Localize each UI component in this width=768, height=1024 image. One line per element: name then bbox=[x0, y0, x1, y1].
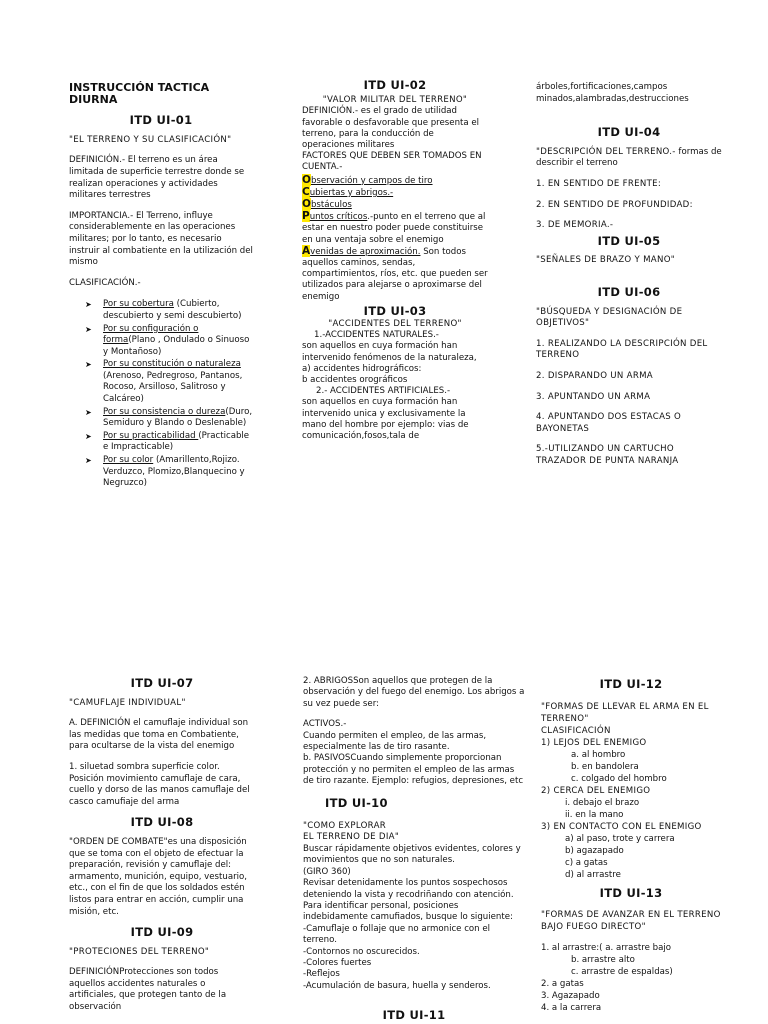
paragraph: Cuando permiten el empleo, de las armas, especialmente las de tiro rasante. bbox=[303, 730, 487, 753]
list-line: 3. Agazapado bbox=[541, 991, 600, 1001]
subtitle: "DESCRIPCIÓN DEL TERRENO.- bbox=[536, 146, 676, 157]
list-subline: a) al paso, trote y carrera bbox=[565, 834, 675, 844]
paragraph: 1.-ACCIDENTES NATURALES.- bbox=[314, 330, 439, 341]
subtitle: "CAMUFLAJE INDIVIDUAL" bbox=[69, 697, 186, 708]
list-line: 5.-UTILIZANDO UN CARTUCHO TRAZADOR DE PUNTA NARANJA bbox=[536, 444, 679, 466]
paragraph: Buscar rápidamente objetivos evidentes, colores y movimientos que no son naturales. bbox=[303, 843, 521, 866]
paragraph: Revisar detenidamente los puntos sospechosos deteniendo la vista y recodriñando con atención. bbox=[303, 878, 514, 900]
heading-itd-ui-11: ITD UI-11 bbox=[382, 1008, 446, 1023]
list-item-text: (Cubierto, descubierto y semi descubierto) bbox=[103, 299, 242, 321]
list-item-label: Por su color bbox=[103, 455, 154, 466]
heading-itd-ui-09: ITD UI-09 bbox=[130, 925, 194, 940]
list-subline: b. arrastre alto bbox=[571, 955, 635, 965]
list-subline: b) agazapado bbox=[565, 846, 624, 856]
list-item bbox=[85, 299, 253, 322]
factor-desc: .-punto en el terreno que al estar en nuestro poder puede constituirse en una ventaja sobre el enemigo bbox=[302, 212, 486, 245]
classification-list bbox=[69, 299, 253, 490]
highlight-letter: A bbox=[302, 244, 311, 257]
highlight-letter: P bbox=[302, 210, 310, 223]
paragraph: FACTORES QUE DEBEN SER TOMADOS EN CUENTA.- bbox=[302, 151, 482, 173]
heading-itd-ui-10: ITD UI-10 bbox=[325, 795, 388, 810]
paragraph: b. PASIVOSCuando simplemente proporcionan protección y no permiten el empleo de las armas de tiro razante. Ejemplo: refugios, depresiones, etc bbox=[303, 753, 524, 787]
factor-text: ubiertas y abrigos.- bbox=[309, 187, 394, 198]
paragraph: -Colores fuertes bbox=[303, 957, 372, 968]
paragraph: CLASIFICACIÓN.- bbox=[69, 277, 141, 288]
subtitle: "PROTECIONES DEL TERRENO" bbox=[69, 946, 210, 957]
list-item-label: Por su configuración o forma bbox=[103, 323, 199, 346]
paragraph: árboles,fortificaciones,campos minados,alambradas,destrucciones bbox=[536, 82, 689, 104]
list-line: 4. APUNTANDO DOS ESTACAS O BAYONETAS bbox=[536, 412, 682, 434]
subtitle: "VALOR MILITAR DEL TERRENO" bbox=[322, 95, 468, 106]
list-subline: b. en bandolera bbox=[571, 762, 639, 772]
list-subline: c) a gatas bbox=[565, 858, 608, 868]
heading-itd-ui-13: ITD UI-13 bbox=[599, 886, 663, 900]
paragraph: son aquellos en cuya formación han intervenido fenómenos de la naturaleza, bbox=[302, 341, 477, 363]
paragraph: -Camuflaje o follaje que no armonice con el terreno. bbox=[303, 923, 491, 946]
factor-text: untos críticos bbox=[309, 212, 368, 223]
column-3 bbox=[541, 678, 721, 1014]
list-item-label: Por su consistencia o dureza bbox=[103, 406, 226, 417]
highlight-letter: O bbox=[302, 173, 311, 186]
subtitle: "COMO EXPLORAR bbox=[303, 821, 387, 832]
paragraph: "ORDEN DE COMBATE"es una disposición que se toma con el objeto de efectuar la preparación, revisión y camuflaje del: armamento, munición, equipo, vestuario, etc., con el fin de que los soldados estén listos para entrar en acción, cumplir una misión, etc. bbox=[69, 836, 248, 917]
paragraph: ACTIVOS.- bbox=[303, 719, 347, 730]
paragraph: b accidentes orográficos bbox=[302, 375, 408, 386]
paragraph: DEFINICIÓN.- es el grado de utilidad favorable o desfavorable que presenta el terreno, para la conducción de operaciones militares bbox=[302, 106, 480, 151]
list-subline: ii. en la mano bbox=[565, 810, 624, 820]
paragraph: DEFINICIÓNProtecciones son todos aquellos accidentes naturales o artificiales, que protegen tanto de la observación bbox=[69, 967, 227, 1013]
list-line: CLASIFICACIÓN bbox=[541, 726, 611, 736]
factor-desc: Son todos aquellos caminos, sendas, compartimientos, ríos, etc. que pueden ser utilizados para alejarse o aproximarse del enemigo bbox=[302, 246, 488, 302]
heading-itd-ui-06: ITD UI-06 bbox=[597, 284, 661, 299]
list-line: 2. a gatas bbox=[541, 979, 584, 989]
list-item-label: Por su cobertura bbox=[103, 299, 174, 310]
factor-a bbox=[302, 246, 488, 303]
factor-text: bstáculos bbox=[310, 200, 352, 211]
column-1 bbox=[69, 678, 255, 1023]
list-line: 2) CERCA DEL ENEMIGO bbox=[541, 786, 651, 796]
column-2 bbox=[303, 676, 525, 1024]
list-item-label: Por su constitución o naturaleza bbox=[103, 359, 241, 370]
list-subline: i. debajo el brazo bbox=[565, 798, 640, 808]
list-item bbox=[85, 359, 253, 405]
column-1 bbox=[69, 82, 253, 491]
column-2 bbox=[302, 80, 488, 442]
subtitle: "ACCIDENTES DEL TERRENO" bbox=[328, 319, 462, 330]
list-line: 2. DISPARANDO UN ARMA bbox=[536, 370, 653, 381]
list-line: 4. a la carrera bbox=[541, 1003, 602, 1013]
subtitle: "FORMAS DE LLEVAR EL ARMA EN EL TERRENO" bbox=[541, 702, 709, 724]
list-item-text: (Duro, Semiduro y Blando o Deslenable) bbox=[103, 406, 253, 429]
heading-itd-ui-01: ITD UI-01 bbox=[129, 113, 193, 128]
paragraph: (GIRO 360) bbox=[303, 866, 351, 877]
paragraph: -Reflejos bbox=[303, 969, 340, 980]
list-item-text: (Practicable e Impracticable) bbox=[103, 430, 250, 453]
heading-itd-ui-07: ITD UI-07 bbox=[130, 676, 194, 690]
list-item-label: Por su practicabilidad bbox=[103, 430, 199, 441]
list-line: 3. APUNTANDO UN ARMA bbox=[536, 391, 651, 402]
paragraph: A. DEFINICIÓN el camuflaje individual son las medidas que toma en Combatiente, para ocultarse de la vista del enemigo bbox=[69, 718, 249, 752]
list-item-text: (Amarillento,Rojizo. Verduzco, Plomizo,Blanquecino y Negruzco) bbox=[103, 455, 245, 489]
list-line: 1. EN SENTIDO DE FRENTE: bbox=[536, 178, 662, 189]
list-line: 3) EN CONTACTO CON EL ENEMIGO bbox=[541, 822, 702, 832]
factor-c bbox=[302, 187, 488, 199]
list-subline: c. arrastre de espaldas) bbox=[571, 967, 673, 977]
heading-itd-ui-08: ITD UI-08 bbox=[130, 815, 194, 830]
paragraph: son aquellos en cuya formación han intervenido unica y exclusivamente la mano del hombre por ejemplo: vias de comunicación,fosos,tala de bbox=[302, 397, 469, 442]
page-2 bbox=[0, 512, 768, 1024]
paragraph: 2.- ACCIDENTES ARTIFICIALES.- bbox=[316, 386, 451, 397]
highlight-letter: O bbox=[302, 198, 311, 211]
subtitle: "FORMAS DE AVANZAR EN EL TERRENO BAJO FUEGO DIRECTO" bbox=[541, 910, 721, 932]
factor-p bbox=[302, 211, 488, 246]
factor-o bbox=[302, 175, 488, 187]
list-item-text: (Arenoso, Pedregroso, Pantanos, Rocoso, Arsilloso, Salitroso y Calcáreo) bbox=[103, 370, 243, 405]
list-line: 1) LEJOS DEL ENEMIGO bbox=[541, 738, 647, 748]
list-item bbox=[85, 324, 253, 359]
paragraph: -Contornos no oscurecidos. bbox=[303, 946, 420, 957]
list-item bbox=[85, 407, 253, 430]
heading-itd-ui-03: ITD UI-03 bbox=[363, 303, 427, 318]
subtitle: "SEÑALES DE BRAZO Y MANO" bbox=[536, 255, 676, 266]
list-line: 2. EN SENTIDO DE PROFUNDIDAD: bbox=[536, 199, 693, 210]
paragraph: 1. siluetad sombra superficie color. Posición movimiento camuflaje de cara, cuello y dorso de las manos camuflaje del casco camufiaje del arma bbox=[69, 761, 250, 807]
paragraph: 2. ABRIGOSSon aquellos que protegen de la observación y del fuego del enemigo. Los abrigos a su vez puede ser: bbox=[303, 676, 525, 709]
list-item bbox=[85, 431, 253, 454]
subtitle: "EL TERRENO Y SU CLASIFICACIÓN" bbox=[69, 134, 232, 145]
highlight-letter: C bbox=[302, 185, 310, 198]
list-item-text: (Plano , Ondulado o Sinuoso y Montañoso) bbox=[103, 335, 250, 357]
column-3 bbox=[536, 82, 722, 476]
paragraph: IMPORTANCIA.- El Terreno, influye considerablemente en las operaciones militares; por lo tanto, es necesario instruir al combatiente en la utilización del mismo bbox=[69, 210, 253, 268]
heading-itd-ui-05: ITD UI-05 bbox=[597, 233, 661, 248]
heading-itd-ui-12: ITD UI-12 bbox=[599, 677, 663, 691]
factor-text: venidas de aproximación. bbox=[310, 246, 421, 257]
paragraph: a) accidentes hidrográficos: bbox=[302, 363, 422, 374]
list-line: 1. REALIZANDO LA DESCRIPCIÓN DEL TERRENO bbox=[536, 338, 708, 361]
paragraph bbox=[536, 147, 722, 170]
list-subline: a. al hombro bbox=[571, 750, 626, 760]
document-title: INSTRUCCIÓN TACTICA DIURNA bbox=[69, 81, 210, 106]
factor-o2 bbox=[302, 199, 488, 211]
list-line: 1. al arrastre:( a. arrastre bajo bbox=[541, 943, 671, 953]
paragraph: Para identificar personal, posiciones indebidamente camufiados, busque lo siguiente: bbox=[303, 900, 513, 923]
paragraph: DEFINICIÓN.- El terreno es un área limitada de superficie terrestre donde se realizan operaciones y actividades militares terrestres bbox=[69, 155, 245, 201]
heading-itd-ui-02: ITD UI-02 bbox=[363, 78, 427, 92]
list-line: 3. DE MEMORIA.- bbox=[536, 220, 614, 231]
paragraph: -Acumulación de basura, huella y senderos. bbox=[303, 980, 491, 991]
list-subline: c. colgado del hombro bbox=[571, 774, 667, 784]
factor-text: bservación y campos de tiro bbox=[310, 175, 433, 186]
subtitle: "BÚSQUEDA Y DESIGNACIÓN DE OBJETIVOS" bbox=[536, 306, 683, 329]
subtitle-desc: formas de describir el terreno bbox=[536, 146, 722, 169]
subtitle: EL TERRENO DE DIA" bbox=[303, 832, 400, 843]
list-item bbox=[85, 455, 253, 490]
list-subline: d) al arrastre bbox=[565, 870, 621, 880]
heading-itd-ui-04: ITD UI-04 bbox=[597, 125, 661, 140]
